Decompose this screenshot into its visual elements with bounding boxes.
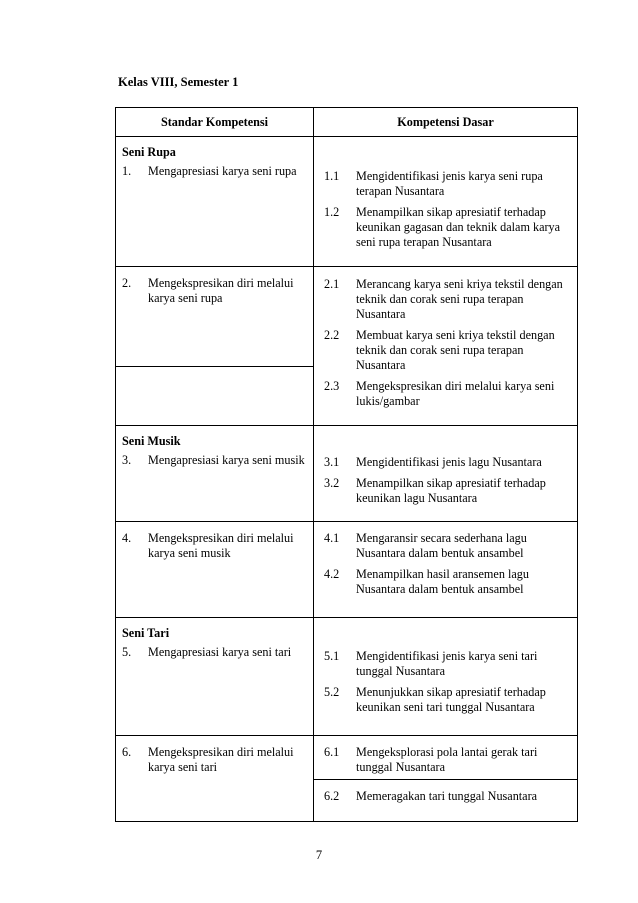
kd-text: Mengidentifikasi jenis karya seni tari tunggal Nusantara — [356, 649, 538, 678]
kd-item — [324, 455, 571, 470]
section-title-tari: Seni Tari — [122, 626, 170, 640]
sk-number: 6. — [122, 745, 132, 759]
kd-text: Mengekspresikan diri melalui karya seni lukis/gambar — [356, 379, 555, 408]
sk-item — [116, 736, 313, 775]
sk-item — [116, 449, 313, 468]
section-title-rupa: Seni Rupa — [122, 145, 176, 159]
sk-item — [116, 267, 313, 306]
kd-item — [324, 169, 571, 199]
sk-item — [116, 522, 313, 561]
kd-text: Menunjukkan sikap apresiatif terhadap keunikan seni tari tunggal Nusantara — [356, 685, 546, 714]
table-row — [116, 522, 578, 618]
section-title-musik: Seni Musik — [122, 434, 181, 448]
kd-item — [324, 379, 571, 409]
sk-number: 4. — [122, 531, 132, 545]
kd-text: Merancang karya seni kriya tekstil dengan teknik dan corak seni rupa terapan Nusantara — [356, 277, 563, 321]
kd-number: 6.2 — [324, 789, 340, 803]
column-header-kd: Kompetensi Dasar — [314, 108, 578, 137]
kd-text: Menampilkan sikap apresiatif terhadap keunikan lagu Nusantara — [356, 476, 546, 505]
competency-table — [115, 107, 578, 822]
kd-item — [324, 205, 571, 250]
kd-number: 5.1 — [324, 649, 340, 663]
kd-text: Mengidentifikasi jenis lagu Nusantara — [356, 455, 542, 469]
kd-cell — [314, 736, 578, 780]
table-row — [116, 426, 578, 522]
sk-item — [116, 641, 313, 660]
table-row — [116, 267, 578, 367]
sk-cell — [116, 522, 314, 618]
kd-number: 2.3 — [324, 379, 340, 393]
kd-item — [324, 745, 571, 775]
sk-cell — [116, 267, 314, 367]
kd-item — [324, 685, 571, 715]
kd-cell — [314, 267, 578, 426]
sk-text: Mengekspresikan diri melalui karya seni musik — [148, 531, 294, 560]
kd-cell — [314, 780, 578, 822]
sk-number: 2. — [122, 276, 132, 290]
kd-text: Menampilkan sikap apresiatif terhadap keunikan gagasan dan teknik dalam karya seni rupa terapan Nusantara — [356, 205, 561, 249]
kd-number: 2.2 — [324, 328, 340, 342]
kd-text: Mengidentifikasi jenis karya seni rupa terapan Nusantara — [356, 169, 543, 198]
table-row — [116, 618, 578, 736]
page-number: 7 — [315, 848, 323, 862]
kd-item — [324, 476, 571, 506]
kd-text: Menampilkan hasil aransemen lagu Nusantara dalam bentuk ansambel — [356, 567, 529, 596]
kd-item — [324, 277, 571, 322]
kd-text: Membuat karya seni kriya tekstil dengan teknik dan corak seni rupa terapan Nusantara — [356, 328, 555, 372]
sk-number: 5. — [122, 645, 132, 659]
column-header-sk: Standar Kompetensi — [116, 108, 314, 137]
empty-cell — [116, 367, 314, 426]
kd-text: Mengaransir secara sederhana lagu Nusantara dalam bentuk ansambel — [356, 531, 527, 560]
kd-number: 6.1 — [324, 745, 340, 759]
kd-number: 3.2 — [324, 476, 340, 490]
sk-number: 3. — [122, 453, 132, 467]
kd-text: Mengeksplorasi pola lantai gerak tari tunggal Nusantara — [356, 745, 538, 774]
sk-cell — [116, 426, 314, 522]
kd-cell — [314, 137, 578, 267]
sk-cell — [116, 618, 314, 736]
kd-item — [324, 789, 571, 804]
kd-text: Memeragakan tari tunggal Nusantara — [356, 789, 538, 803]
page-heading: Kelas VIII, Semester 1 — [118, 75, 239, 89]
table-row — [116, 137, 578, 267]
kd-number: 4.1 — [324, 531, 340, 545]
kd-item — [324, 328, 571, 373]
kd-cell — [314, 618, 578, 736]
sk-number: 1. — [122, 164, 132, 178]
kd-number: 2.1 — [324, 277, 340, 291]
table-header-row — [116, 108, 578, 137]
kd-item — [324, 531, 571, 561]
sk-cell — [116, 137, 314, 267]
kd-item — [324, 649, 571, 679]
kd-number: 4.2 — [324, 567, 340, 581]
kd-cell — [314, 522, 578, 618]
kd-item — [324, 567, 571, 597]
table-row — [116, 736, 578, 780]
sk-text: Mengekspresikan diri melalui karya seni rupa — [148, 276, 294, 305]
kd-number: 3.1 — [324, 455, 340, 469]
sk-text: Mengekspresikan diri melalui karya seni tari — [148, 745, 294, 774]
kd-number: 5.2 — [324, 685, 340, 699]
kd-number: 1.1 — [324, 169, 340, 183]
sk-item — [116, 160, 313, 179]
kd-number: 1.2 — [324, 205, 340, 219]
sk-text: Mengapresiasi karya seni musik — [148, 453, 305, 467]
sk-text: Mengapresiasi karya seni rupa — [148, 164, 297, 178]
sk-cell — [116, 736, 314, 822]
sk-text: Mengapresiasi karya seni tari — [148, 645, 292, 659]
kd-cell — [314, 426, 578, 522]
